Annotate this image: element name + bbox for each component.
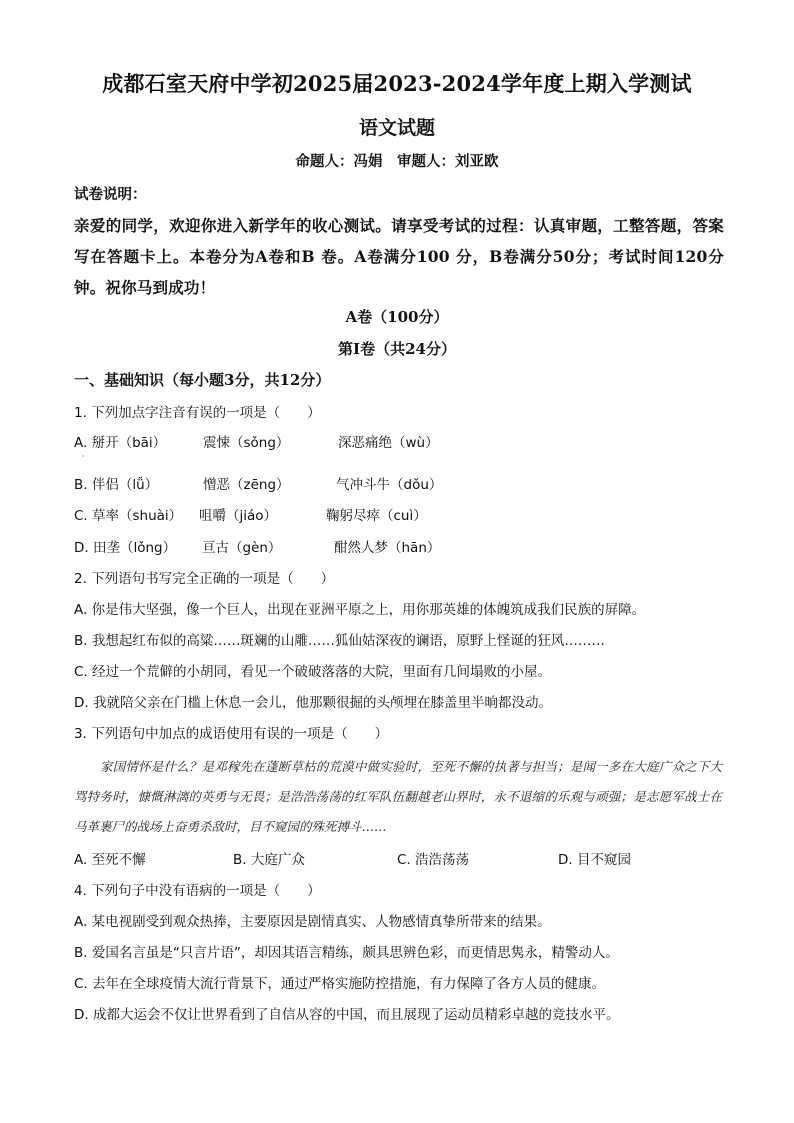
q2-option-d: D. 我就陪父亲在门槛上休息一会儿，他那颗很掘的头颅埋在膝盖里半晌都没动。: [74, 695, 552, 711]
volume-1-heading: 第Ⅰ卷（共24分）: [338, 340, 456, 358]
emphasis-dot: ·: [82, 452, 85, 461]
q3-option-a: A. 至死不懈: [74, 852, 146, 868]
instructions-body: 亲爱的同学，欢迎你进入新学年的收心测试。请享受考试的过程：认真审题，工整答题，答案写在答题卡上。本卷分为A卷和B 卷。A卷满分100 分，B卷满分50分；考试时间120分钟。祝你马到成功！: [74, 216, 724, 297]
q4-option-b: B. 爱国名言虽是“只言片语”，却因其语言精练，颇具思辨色彩，而更情思隽永，精警动人。: [74, 945, 619, 961]
q1-option-a-1: A. 掰开（bāi）: [74, 435, 167, 451]
exam-subtitle: 语文试题: [358, 117, 435, 139]
q1-option-d-3: 酣然人梦（hān）: [334, 540, 441, 556]
part-a-heading: A卷（100分）: [345, 308, 449, 326]
q4-option-c: C. 去年在全球疫情大流行背景下，通过严格实施防控措施，有力保障了各方人员的健康。: [74, 976, 606, 992]
q1-option-c-2: 咀嚼（jiáo）: [199, 508, 278, 524]
q3-option-b: B. 大庭广众: [233, 852, 305, 868]
exam-authors: 命题人：冯娟 审题人：刘亚欧: [295, 153, 499, 170]
q3-option-d: D. 目不窥园: [558, 852, 631, 868]
q4-option-a: A. 某电视剧受到观众热捧，主要原因是剧情真实、人物感情真挚所带来的结果。: [74, 914, 551, 930]
q2-option-b: B. 我想起红布似的高粱……斑斓的山雕……狐仙姑深夜的谰语，原野上怪诞的狂风………: [74, 633, 605, 649]
q1-option-d-1: D. 田垄（lǒng）: [74, 540, 177, 556]
q3-stem: 3. 下列语句中加点的成语使用有误的一项是（ ）: [74, 726, 389, 742]
q3-passage: 家国情怀是什么？是邓稼先在蓬断草枯的荒漠中做实验时，至死不懈的执著与担当；是闻一多在大庭广众之下大骂特务时，慷慨淋漓的英勇与无畏；是浩浩荡荡的红军队伍翻越老山界时，永不退缩的乐观与顽强；是志愿军战士在马革裹尸的战场上奋勇杀敌时，目不窥园的殊死搏斗……: [74, 759, 722, 834]
q1-option-b-1: B. 伴侣（lǚ）: [74, 477, 159, 493]
q2-option-a: A. 你是伟大坚强，像一个巨人，出现在亚洲平原之上，用你那英雄的体魄筑成我们民族的屏障。: [74, 602, 646, 618]
q4-stem: 4. 下列句子中没有语病的一项是（ ）: [74, 883, 321, 899]
q4-option-d: D. 成都大运会不仅让世界看到了自信从容的中国，而且展现了运动员精彩卓越的竞技水平。: [74, 1007, 620, 1023]
q1-option-a-2: 震悚（sǒng）: [203, 435, 290, 451]
q1-option-b-3: 气冲斗牛（dǒu）: [336, 477, 443, 493]
q1-option-b-2: 憎恶（zēng）: [203, 477, 290, 493]
q1-option-c-3: 鞠躬尽瘁（cuì）: [326, 508, 427, 524]
exam-title: 成都石室天府中学初2025届2023-2024学年度上期入学测试: [102, 71, 692, 96]
section-1-heading: 一、基础知识（每小题3分，共12分）: [74, 371, 331, 389]
instructions-heading: 试卷说明：: [74, 186, 147, 203]
q1-stem: 1. 下列加点字注音有误的一项是（ ）: [74, 405, 321, 421]
q1-option-d-2: 亘古（gèn）: [202, 540, 282, 556]
q2-option-c: C. 经过一个荒僻的小胡同，看见一个破破落落的大院，里面有几间塌败的小屋。: [74, 664, 552, 680]
q1-option-c-1: C. 草率（shuài）: [74, 508, 183, 524]
q1-option-a-3: 深恶痛绝（wù）: [338, 435, 439, 451]
q3-option-c: C. 浩浩荡荡: [397, 852, 470, 868]
q2-stem: 2. 下列语句书写完全正确的一项是（ ）: [74, 571, 335, 587]
